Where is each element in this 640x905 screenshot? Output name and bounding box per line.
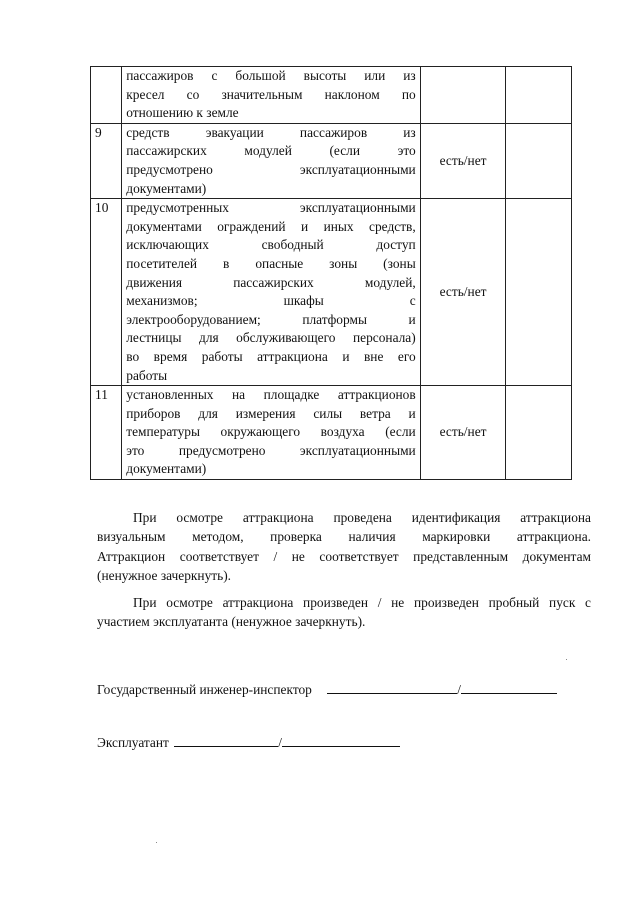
description-line: кресел со значительным наклоном по bbox=[126, 86, 416, 102]
checklist-table bbox=[90, 66, 572, 480]
row-description bbox=[122, 67, 420, 124]
operator-name-blank bbox=[282, 732, 400, 747]
row-note-cell bbox=[506, 123, 572, 198]
description-line: работы bbox=[126, 367, 168, 383]
paragraph-line: (ненужное зачеркнуть). bbox=[97, 568, 232, 584]
inspector-signature-line bbox=[97, 679, 557, 698]
description-line: пассажирских модулей (если это bbox=[126, 143, 416, 159]
row-note-cell bbox=[506, 67, 572, 124]
row-answer: есть/нет bbox=[420, 199, 506, 386]
paragraph-line: При осмотре аттракциона проведена идентификация аттракциона bbox=[133, 510, 591, 525]
table-row bbox=[91, 67, 572, 124]
test-run-paragraph bbox=[97, 593, 591, 632]
inspector-name-blank bbox=[461, 679, 557, 694]
row-number: 11 bbox=[91, 386, 122, 480]
description-line: во время работы аттракциона и вне его bbox=[126, 348, 416, 364]
row-description bbox=[122, 199, 420, 386]
row-description bbox=[122, 123, 420, 198]
description-line: механизмов; шкафы с bbox=[126, 293, 416, 309]
inspector-slash: / bbox=[457, 682, 461, 697]
description-line: документами ограждений и иных средств, bbox=[126, 218, 416, 234]
identification-paragraph bbox=[97, 508, 591, 586]
scan-speck bbox=[566, 659, 567, 660]
description-line: лестницы для обслуживающего персонала) bbox=[126, 330, 416, 346]
description-line: пассажиров с большой высоты или из bbox=[126, 68, 416, 83]
paragraph-line: участием эксплуатанта (ненужное зачеркнуть). bbox=[97, 614, 366, 630]
row-answer: есть/нет bbox=[420, 123, 506, 198]
description-line: электрооборудованием; платформы и bbox=[126, 311, 416, 327]
description-line: предусмотрено эксплуатационными bbox=[126, 161, 416, 177]
description-line: установленных на площадке аттракционов bbox=[126, 387, 416, 403]
row-answer: есть/нет bbox=[420, 386, 506, 480]
operator-signature-line bbox=[97, 732, 400, 751]
row-answer bbox=[420, 67, 506, 124]
operator-label: Эксплуатант bbox=[97, 735, 169, 750]
operator-signature-blank bbox=[174, 732, 278, 747]
paragraph-line: При осмотре аттракциона произведен / не произведен пробный пуск с bbox=[133, 595, 591, 610]
paragraph-line: Аттракцион соответствует / не соответствует представленным документам bbox=[97, 548, 591, 564]
operator-slash: / bbox=[278, 735, 282, 750]
row-number bbox=[91, 67, 122, 124]
description-line: посетителей в опасные зоны (зоны bbox=[126, 255, 416, 271]
row-number: 10 bbox=[91, 199, 122, 386]
description-line: предусмотренных эксплуатационными bbox=[126, 200, 416, 216]
row-description bbox=[122, 386, 420, 480]
description-line: приборов для измерения силы ветра и bbox=[126, 405, 416, 421]
description-line: исключающих свободный доступ bbox=[126, 237, 416, 253]
table-row bbox=[91, 199, 572, 386]
row-number: 9 bbox=[91, 123, 122, 198]
description-line: температуры окружающего воздуха (если bbox=[126, 424, 416, 440]
description-line: средств эвакуации пассажиров из bbox=[126, 124, 416, 140]
row-note-cell bbox=[506, 199, 572, 386]
description-line: это предусмотрено эксплуатационными bbox=[126, 442, 416, 458]
paragraph-line: визуальным методом, проверка наличия маркировки аттракциона. bbox=[97, 529, 591, 545]
table-row bbox=[91, 123, 572, 198]
inspector-signature-blank bbox=[327, 679, 457, 694]
description-line: документами) bbox=[126, 461, 207, 477]
description-line: отношению к земле bbox=[126, 105, 239, 121]
inspector-label: Государственный инженер-инспектор bbox=[97, 682, 312, 697]
row-note-cell bbox=[506, 386, 572, 480]
scan-speck bbox=[156, 842, 157, 843]
description-line: движения пассажирских модулей, bbox=[126, 274, 416, 290]
description-line: документами) bbox=[126, 180, 207, 196]
checklist-body bbox=[91, 67, 572, 480]
table-row bbox=[91, 386, 572, 480]
